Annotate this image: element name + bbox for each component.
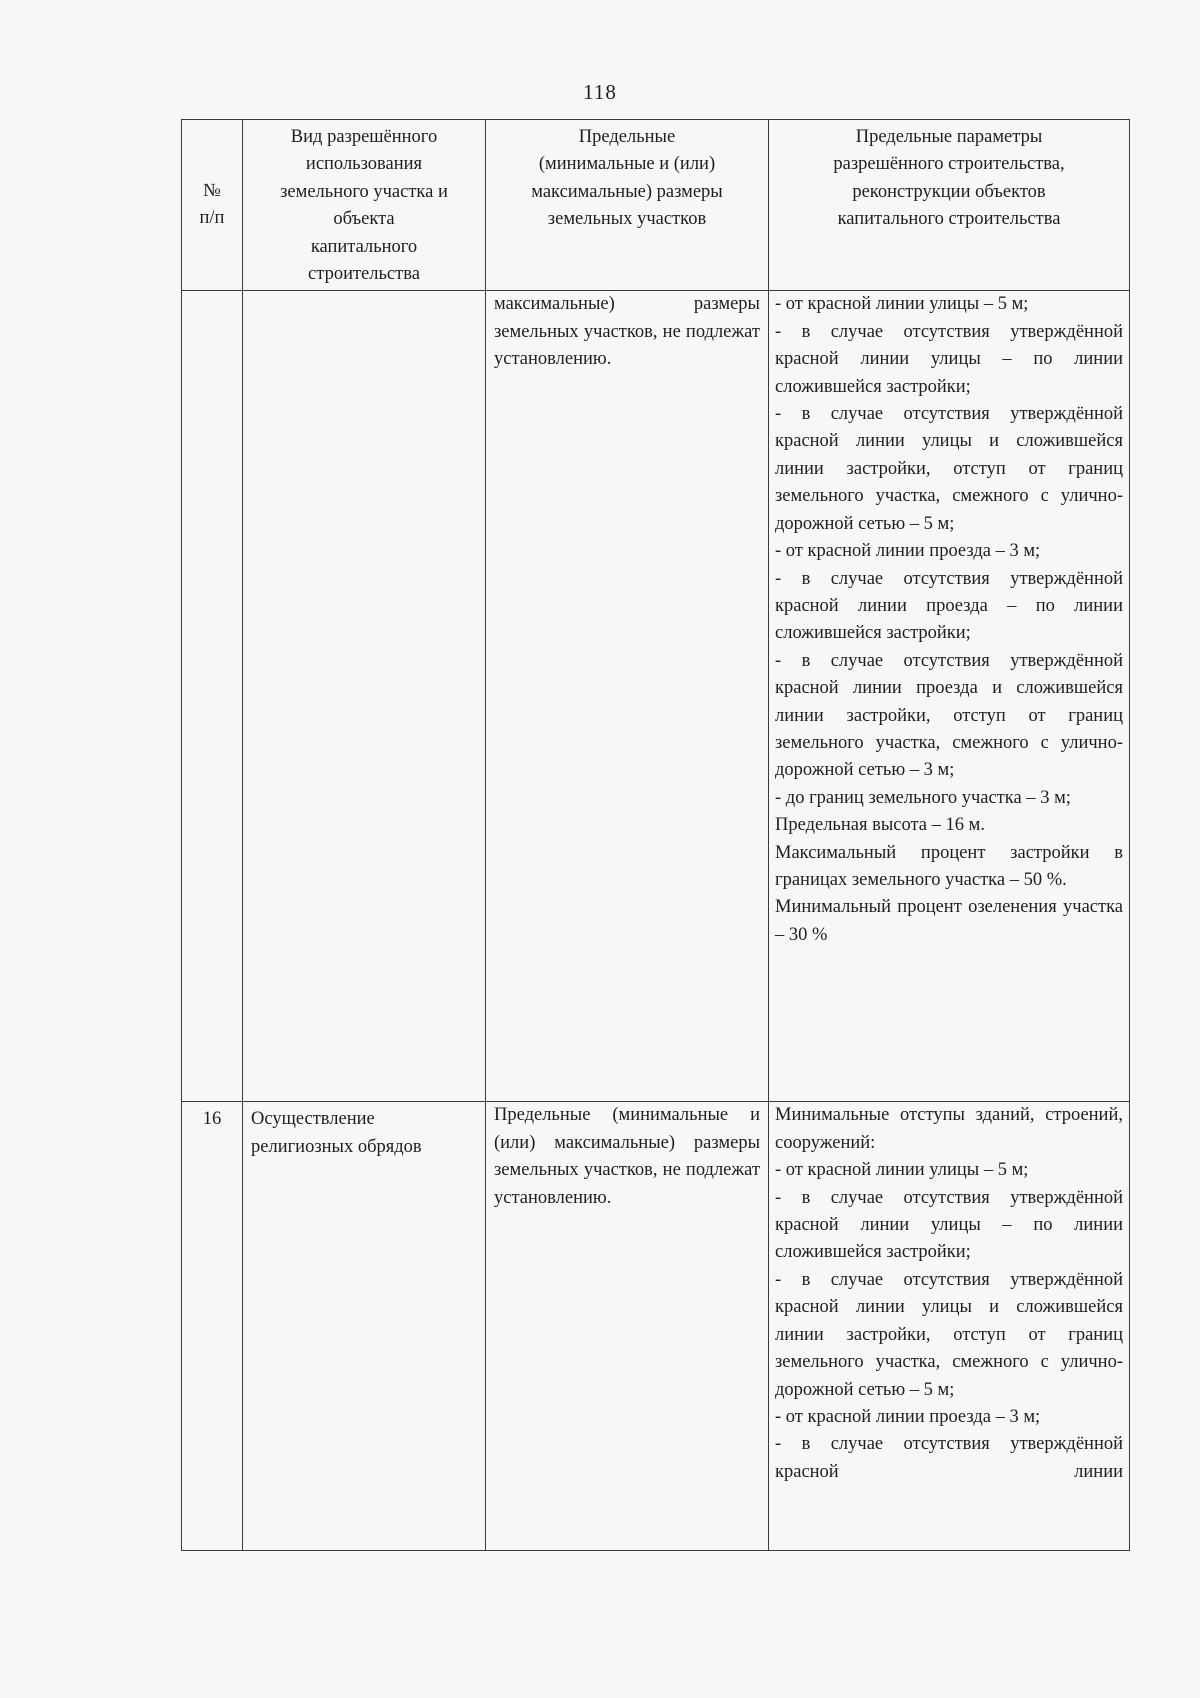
row-number-cell [182, 291, 243, 1102]
header-use-type-line: строительства [308, 264, 420, 285]
table-row [182, 1102, 1130, 1551]
plot-size-cell: максимальные) размеры земельных участков, не подлежат установлению. [486, 291, 769, 1102]
header-params-line: реконструкции объектов [852, 181, 1046, 202]
header-plot-size-line: Предельные [578, 127, 676, 147]
header-use-type-line: Вид разрешённого [290, 127, 438, 147]
page-number: 118 [583, 80, 617, 104]
param-item: - от красной линии улицы – 5 м; [775, 1160, 1029, 1181]
header-plot-size-line: максимальные) размеры [531, 181, 723, 202]
param-item: - в случае отсутствия утверждённой красной линии проезда – по линии сложившейся застройки; [775, 568, 1123, 644]
use-type-cell: Осуществление религиозных обрядов [243, 1102, 486, 1551]
param-item: - от красной линии улицы – 5 м; [775, 294, 1029, 315]
header-params-line: разрешённого строительства, [833, 154, 1065, 175]
header-num-line: № [203, 180, 221, 201]
params-cell [769, 1102, 1130, 1551]
table-header-row [182, 120, 1130, 291]
param-item: - в случае отсутствия утверждённой красной линии улицы – по линии сложившейся застройки; [775, 1187, 1123, 1263]
param-item: - в случае отсутствия утверждённой красной линии улицы и сложившейся линии застройки, отступ от границ земельного участка, смежного с улично-дорожной сетью – 5 м; [775, 1269, 1123, 1400]
param-item: - от красной линии проезда – 3 м; [775, 1406, 1041, 1427]
header-params-line: Предельные параметры [855, 127, 1043, 147]
param-item: - в случае отсутствия утверждённой красной линии проезда и сложившейся линии застройки, отступ от границ земельного участка, смежного с улично-дорожной сетью – 3 м; [775, 650, 1123, 781]
header-params-line: капитального строительства [837, 209, 1061, 230]
param-item: Минимальный процент озеленения участка – 30 % [775, 897, 1123, 945]
header-use-type-line: земельного участка и [280, 181, 448, 202]
header-plot-size [486, 120, 769, 291]
header-use-type-line: капитального [310, 236, 418, 257]
regulation-table [181, 119, 1130, 1551]
header-plot-size-line: земельных участков [547, 209, 707, 230]
param-item: Минимальные отступы зданий, строений, сооружений: [775, 1105, 1123, 1153]
header-use-type [243, 120, 486, 291]
param-item: Предельная высота – 16 м. [775, 815, 985, 836]
plot-size-cell: Предельные (минимальные и (или) максимальные) размеры земельных участков, не подлежат установлению. [486, 1102, 769, 1551]
param-item: - в случае отсутствия утверждённой красной линии улицы и сложившейся линии застройки, отступ от границ земельного участка, смежного с улично-дорожной сетью – 5 м; [775, 404, 1123, 534]
header-use-type-line: объекта [333, 209, 395, 230]
use-type-cell [243, 291, 486, 1102]
param-item: - в случае отсутствия утверждённой красной линии [775, 1434, 1123, 1482]
row-number-cell: 16 [182, 1102, 243, 1551]
header-num [182, 120, 243, 291]
table-row [182, 291, 1130, 1102]
param-item: - до границ земельного участка – 3 м; [775, 787, 1071, 808]
header-plot-size-line: (минимальные и (или) [538, 154, 716, 175]
params-cell [769, 291, 1130, 1102]
header-num-line: п/п [199, 208, 225, 229]
param-item: - в случае отсутствия утверждённой красной линии улицы – по линии сложившейся застройки; [775, 321, 1123, 397]
header-use-type-line: использования [305, 154, 423, 175]
param-item: Максимальный процент застройки в границах земельного участка – 50 %. [775, 842, 1123, 890]
header-params [769, 120, 1130, 291]
param-item: - от красной линии проезда – 3 м; [775, 541, 1041, 562]
